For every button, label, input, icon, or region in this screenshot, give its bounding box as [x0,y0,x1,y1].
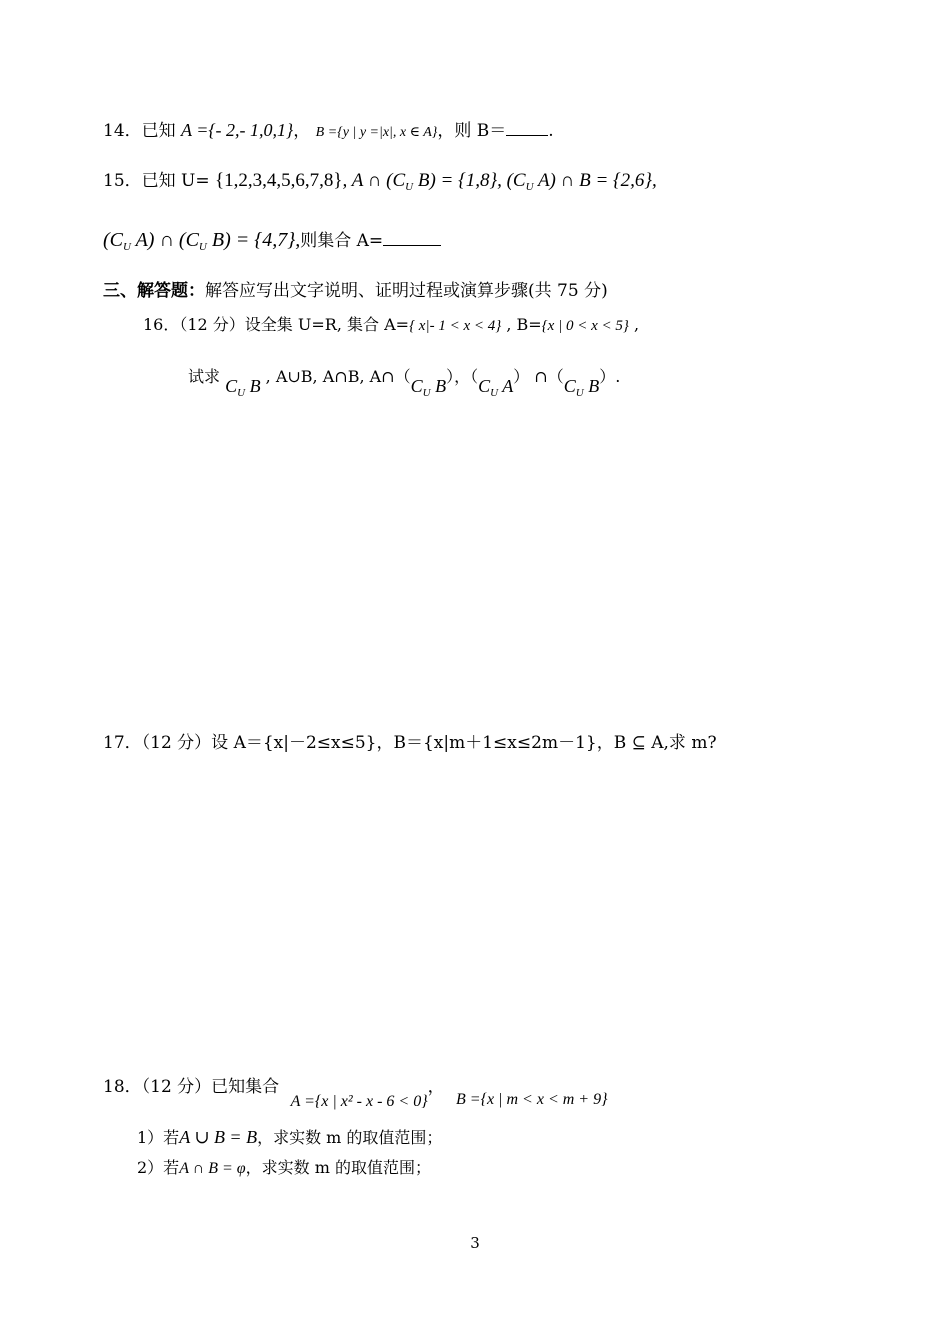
problem-18-part-2 [137,1155,431,1178]
condition-math: A ∩ B = φ [179,1160,246,1177]
set-b-definition: B ={x | m < x < m + 9} [456,1091,608,1108]
page-number: 3 [470,1234,480,1252]
problem-16-line-2 [188,364,621,399]
problem-intro: 16．（12 分）设全集 U=R, 集合 A= [143,315,410,334]
condition-2: ($C_U$ A) ∩ B = {2,6}, [506,170,657,193]
complement-b: $C_U$ B [225,376,261,399]
set-a-definition: { x|- 1 < x < 4} [409,318,502,334]
question-text: 则集合 A= [300,231,384,251]
prompt-prefix: 试求 [188,367,221,386]
set-a-definition: A ={x | x² - x - 6 < 0} [290,1093,428,1110]
problem-16 [143,312,639,335]
problem-14 [103,116,554,141]
period: . [548,121,554,141]
condition-1: , A ∩ ($C_U$ B) = {1,8}, [342,170,507,193]
answer-blank[interactable] [506,121,548,136]
part-number: 2）若 [137,1158,180,1177]
problem-17 [103,728,717,753]
problem-number: 15． [103,171,142,191]
separator: , B= [501,315,542,334]
section-heading [103,276,608,301]
period: ）. [599,367,621,386]
question-text: ，则 B＝ [437,121,507,141]
problem-text: 17．（12 分）设 A＝{x|－2≤x≤5}，B＝{x|m＋1≤x≤2m－1}，B ⊆ A,求 m? [103,733,717,753]
separator: ），（ [446,367,479,386]
problem-18-part-1 [137,1125,442,1148]
problem-prefix: 已知 [141,121,176,141]
part-number: 1）若 [137,1128,180,1147]
problem-15 [103,166,657,192]
separator: , [628,315,640,334]
operations-list: , A∪B, A∩B, A∩（ [260,367,411,386]
separator: ） ∩（ [513,367,564,386]
complement-a: $C_U$ A [478,376,514,399]
separator: ， [293,121,311,141]
complement-b: $C_U$ B [410,376,447,399]
problem-intro: 18．（12 分）已知集合 [103,1077,280,1097]
problem-18 [103,1072,608,1110]
universe-set: {1,2,3,4,5,6,7,8} [215,170,343,191]
part-text: ，求实数 m 的取值范围； [257,1128,443,1147]
problem-15-line-2 [103,226,441,252]
set-a-definition: A ={- 2,- 1,0,1} [181,120,294,140]
problem-number: 14． [103,121,142,141]
answer-blank[interactable] [383,231,441,246]
separator: ， [427,1077,445,1097]
section-title: 三、解答题： [103,281,205,301]
section-description: 解答应写出文字说明、证明过程或演算步骤(共 75 分) [205,281,608,301]
set-b-definition: {x | 0 < x < 5} [541,318,629,334]
part-text: ，求实数 m 的取值范围； [245,1158,432,1177]
problem-prefix: 已知 U= [141,171,210,191]
complement-b: $C_U$ B [563,376,600,399]
condition-math: A ∪ B = B [179,1127,258,1147]
set-b-definition: B ={y | y =|x|, x ∈ A} [315,125,438,140]
condition-3: ($C_U$ A) ∩ ($C_U$ B) = {4,7}, [103,229,301,253]
